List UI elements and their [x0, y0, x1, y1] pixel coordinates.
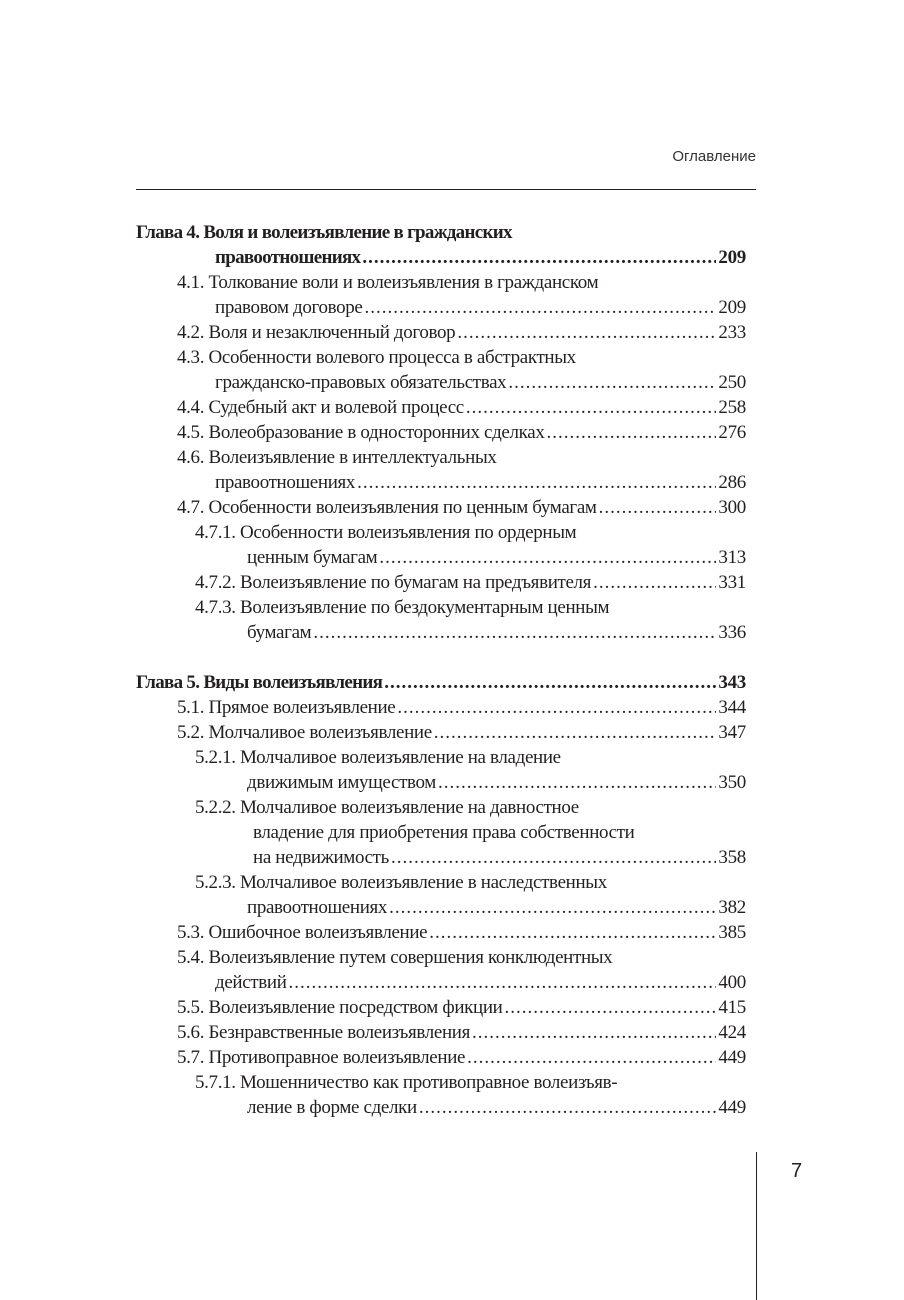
dot-leader — [434, 720, 717, 745]
toc-subsection[interactable] — [0, 745, 904, 795]
toc-line — [247, 545, 746, 570]
toc-line — [177, 420, 746, 445]
toc-page-number: 344 — [718, 697, 746, 718]
toc-entry-text: Глава 5. Виды волеизъявления — [136, 672, 383, 693]
toc-entry-text: 5.7. Противоправное волеизъявление — [177, 1047, 466, 1068]
dot-leader — [438, 770, 716, 795]
toc-line — [253, 820, 746, 845]
dot-leader — [379, 545, 716, 570]
toc-line — [247, 620, 746, 645]
toc-line — [215, 970, 746, 995]
toc-page-number: 250 — [718, 372, 746, 393]
toc-line — [215, 370, 746, 395]
dot-leader — [457, 320, 716, 345]
toc-entry-text: на недвижимость — [253, 847, 389, 868]
dot-leader — [472, 1020, 716, 1045]
toc-section[interactable] — [0, 1020, 904, 1045]
toc-line — [195, 595, 746, 620]
toc-line — [177, 395, 746, 420]
dot-leader — [419, 1095, 717, 1120]
toc-page-number: 276 — [718, 422, 746, 443]
toc-entry-text: действий — [215, 972, 287, 993]
dot-leader — [357, 470, 716, 495]
toc-entry-text: 4.7.2. Волеизъявление по бумагам на предъявителя — [195, 572, 592, 593]
toc-line — [215, 470, 746, 495]
table-of-contents — [0, 220, 904, 1120]
toc-page-number: 415 — [718, 997, 746, 1018]
dot-leader — [389, 895, 716, 920]
toc-line — [195, 520, 746, 545]
dot-leader — [593, 570, 716, 595]
toc-entry-text: 5.2.3. Молчаливое волеизъявление в наследственных — [195, 872, 607, 893]
toc-line — [177, 945, 746, 970]
toc-page-number: 449 — [718, 1097, 746, 1118]
toc-section[interactable] — [0, 445, 904, 495]
toc-subsection[interactable] — [0, 1070, 904, 1120]
toc-page-number: 336 — [718, 622, 746, 643]
toc-line — [195, 1070, 746, 1095]
toc-entry-text: 5.2. Молчаливое волеизъявление — [177, 722, 432, 743]
toc-section[interactable] — [0, 270, 904, 320]
toc-section[interactable] — [0, 995, 904, 1020]
dot-leader — [508, 370, 716, 395]
dot-leader — [397, 695, 716, 720]
toc-line — [177, 1020, 746, 1045]
toc-chapter[interactable] — [0, 220, 904, 270]
toc-entry-text: правовом договоре — [215, 297, 363, 318]
toc-subsection[interactable] — [0, 795, 904, 870]
toc-entry-text: 4.7.3. Волеизъявление по бездокументарным ценным — [195, 597, 610, 618]
spacer — [0, 645, 904, 670]
toc-entry-text: 5.1. Прямое волеизъявление — [177, 697, 396, 718]
dot-leader — [504, 995, 716, 1020]
toc-page-number: 347 — [718, 722, 746, 743]
toc-line — [177, 345, 746, 370]
dot-leader — [313, 620, 716, 645]
toc-section[interactable] — [0, 420, 904, 445]
dot-leader — [362, 245, 716, 270]
toc-line — [177, 995, 746, 1020]
toc-entry-text: 5.5. Волеизъявление посредством фикции — [177, 997, 503, 1018]
toc-entry-text: ценным бумагам — [247, 547, 378, 568]
toc-line — [177, 495, 746, 520]
toc-page-number: 313 — [718, 547, 746, 568]
toc-line — [247, 1095, 746, 1120]
toc-entry-text: владение для приобретения права собственности — [253, 822, 635, 843]
dot-leader — [365, 295, 717, 320]
toc-line — [177, 920, 746, 945]
running-header: Оглавление — [672, 148, 756, 165]
toc-page-number: 300 — [718, 497, 746, 518]
toc-line — [247, 770, 746, 795]
toc-entry-text: ление в форме сделки — [247, 1097, 417, 1118]
toc-entry-text: 4.2. Воля и незаключенный договор — [177, 322, 456, 343]
toc-line — [177, 320, 746, 345]
toc-subsection[interactable] — [0, 570, 904, 595]
toc-line — [253, 845, 746, 870]
toc-line — [136, 670, 746, 695]
toc-line — [195, 570, 746, 595]
toc-page-number: 385 — [718, 922, 746, 943]
toc-entry-text: движимым имуществом — [247, 772, 436, 793]
toc-page-number: 343 — [718, 672, 746, 693]
toc-entry-text: 4.7.1. Особенности волеизъявления по ордерным — [195, 522, 577, 543]
dot-leader — [391, 845, 716, 870]
header-rule — [136, 189, 756, 190]
page-number: 7 — [791, 1160, 803, 1182]
toc-line — [177, 720, 746, 745]
toc-entry-text: 5.2.2. Молчаливое волеизъявление на давностное — [195, 797, 579, 818]
toc-page-number: 286 — [718, 472, 746, 493]
toc-page-number: 382 — [718, 897, 746, 918]
toc-page-number: 350 — [718, 772, 746, 793]
toc-page-number: 233 — [718, 322, 746, 343]
toc-line — [247, 895, 746, 920]
dot-leader — [429, 920, 716, 945]
toc-line — [136, 220, 746, 245]
toc-entry-text: бумагам — [247, 622, 312, 643]
toc-page-number: 449 — [718, 1047, 746, 1068]
page-number-rule — [756, 1152, 757, 1300]
toc-entry-text: 5.2.1. Молчаливое волеизъявление на владение — [195, 747, 561, 768]
toc-section[interactable] — [0, 495, 904, 520]
toc-section[interactable] — [0, 395, 904, 420]
toc-entry-text: 4.3. Особенности волевого процесса в абстрактных — [177, 347, 576, 368]
toc-entry-text: 4.1. Толкование воли и волеизъявления в гражданском — [177, 272, 599, 293]
toc-section[interactable] — [0, 695, 904, 720]
toc-section[interactable] — [0, 720, 904, 745]
toc-entry-text: правоотношениях — [247, 897, 388, 918]
toc-subsection[interactable] — [0, 870, 904, 920]
toc-line — [195, 870, 746, 895]
dot-leader — [546, 420, 716, 445]
toc-section[interactable] — [0, 345, 904, 395]
toc-page-number: 209 — [718, 247, 746, 268]
toc-entry-text: 4.7. Особенности волеизъявления по ценным бумагам — [177, 497, 597, 518]
toc-section[interactable] — [0, 1045, 904, 1070]
toc-entry-text: 5.7.1. Мошенничество как противоправное волеизъяв- — [195, 1072, 618, 1093]
toc-entry-text: 5.4. Волеизъявление путем совершения конклюдентных — [177, 947, 613, 968]
toc-entry-text: Глава 4. Воля и волеизъявление в гражданских — [136, 222, 512, 243]
toc-line — [215, 245, 746, 270]
toc-page-number: 209 — [718, 297, 746, 318]
toc-entry-text: гражданско-правовых обязательствах — [215, 372, 507, 393]
dot-leader — [384, 670, 716, 695]
toc-page-number: 424 — [718, 1022, 746, 1043]
dot-leader — [467, 1045, 716, 1070]
toc-subsection[interactable] — [0, 595, 904, 645]
toc-page-number: 331 — [718, 572, 746, 593]
toc-line — [215, 295, 746, 320]
toc-chapter[interactable] — [0, 670, 904, 695]
toc-line — [177, 270, 746, 295]
toc-subsection[interactable] — [0, 520, 904, 570]
toc-page-number: 400 — [718, 972, 746, 993]
toc-line — [177, 1045, 746, 1070]
toc-entry-text: 4.4. Судебный акт и волевой процесс — [177, 397, 464, 418]
toc-entry-text: 4.6. Волеизъявление в интеллектуальных — [177, 447, 497, 468]
toc-line — [177, 445, 746, 470]
toc-entry-text: правоотношениях — [215, 247, 361, 268]
toc-page-number: 358 — [718, 847, 746, 868]
toc-entry-text: 5.6. Безнравственные волеизъявления — [177, 1022, 470, 1043]
toc-entry-text: 5.3. Ошибочное волеизъявление — [177, 922, 428, 943]
toc-entry-text: 4.5. Волеобразование в односторонних сделках — [177, 422, 545, 443]
dot-leader — [599, 495, 717, 520]
toc-entry-text: правоотношениях — [215, 472, 356, 493]
toc-section[interactable] — [0, 320, 904, 345]
dot-leader — [289, 970, 717, 995]
toc-line — [195, 745, 746, 770]
dot-leader — [466, 395, 717, 420]
toc-line — [195, 795, 746, 820]
toc-page-number: 258 — [718, 397, 746, 418]
toc-line — [177, 695, 746, 720]
toc-section[interactable] — [0, 920, 904, 945]
toc-section[interactable] — [0, 945, 904, 995]
